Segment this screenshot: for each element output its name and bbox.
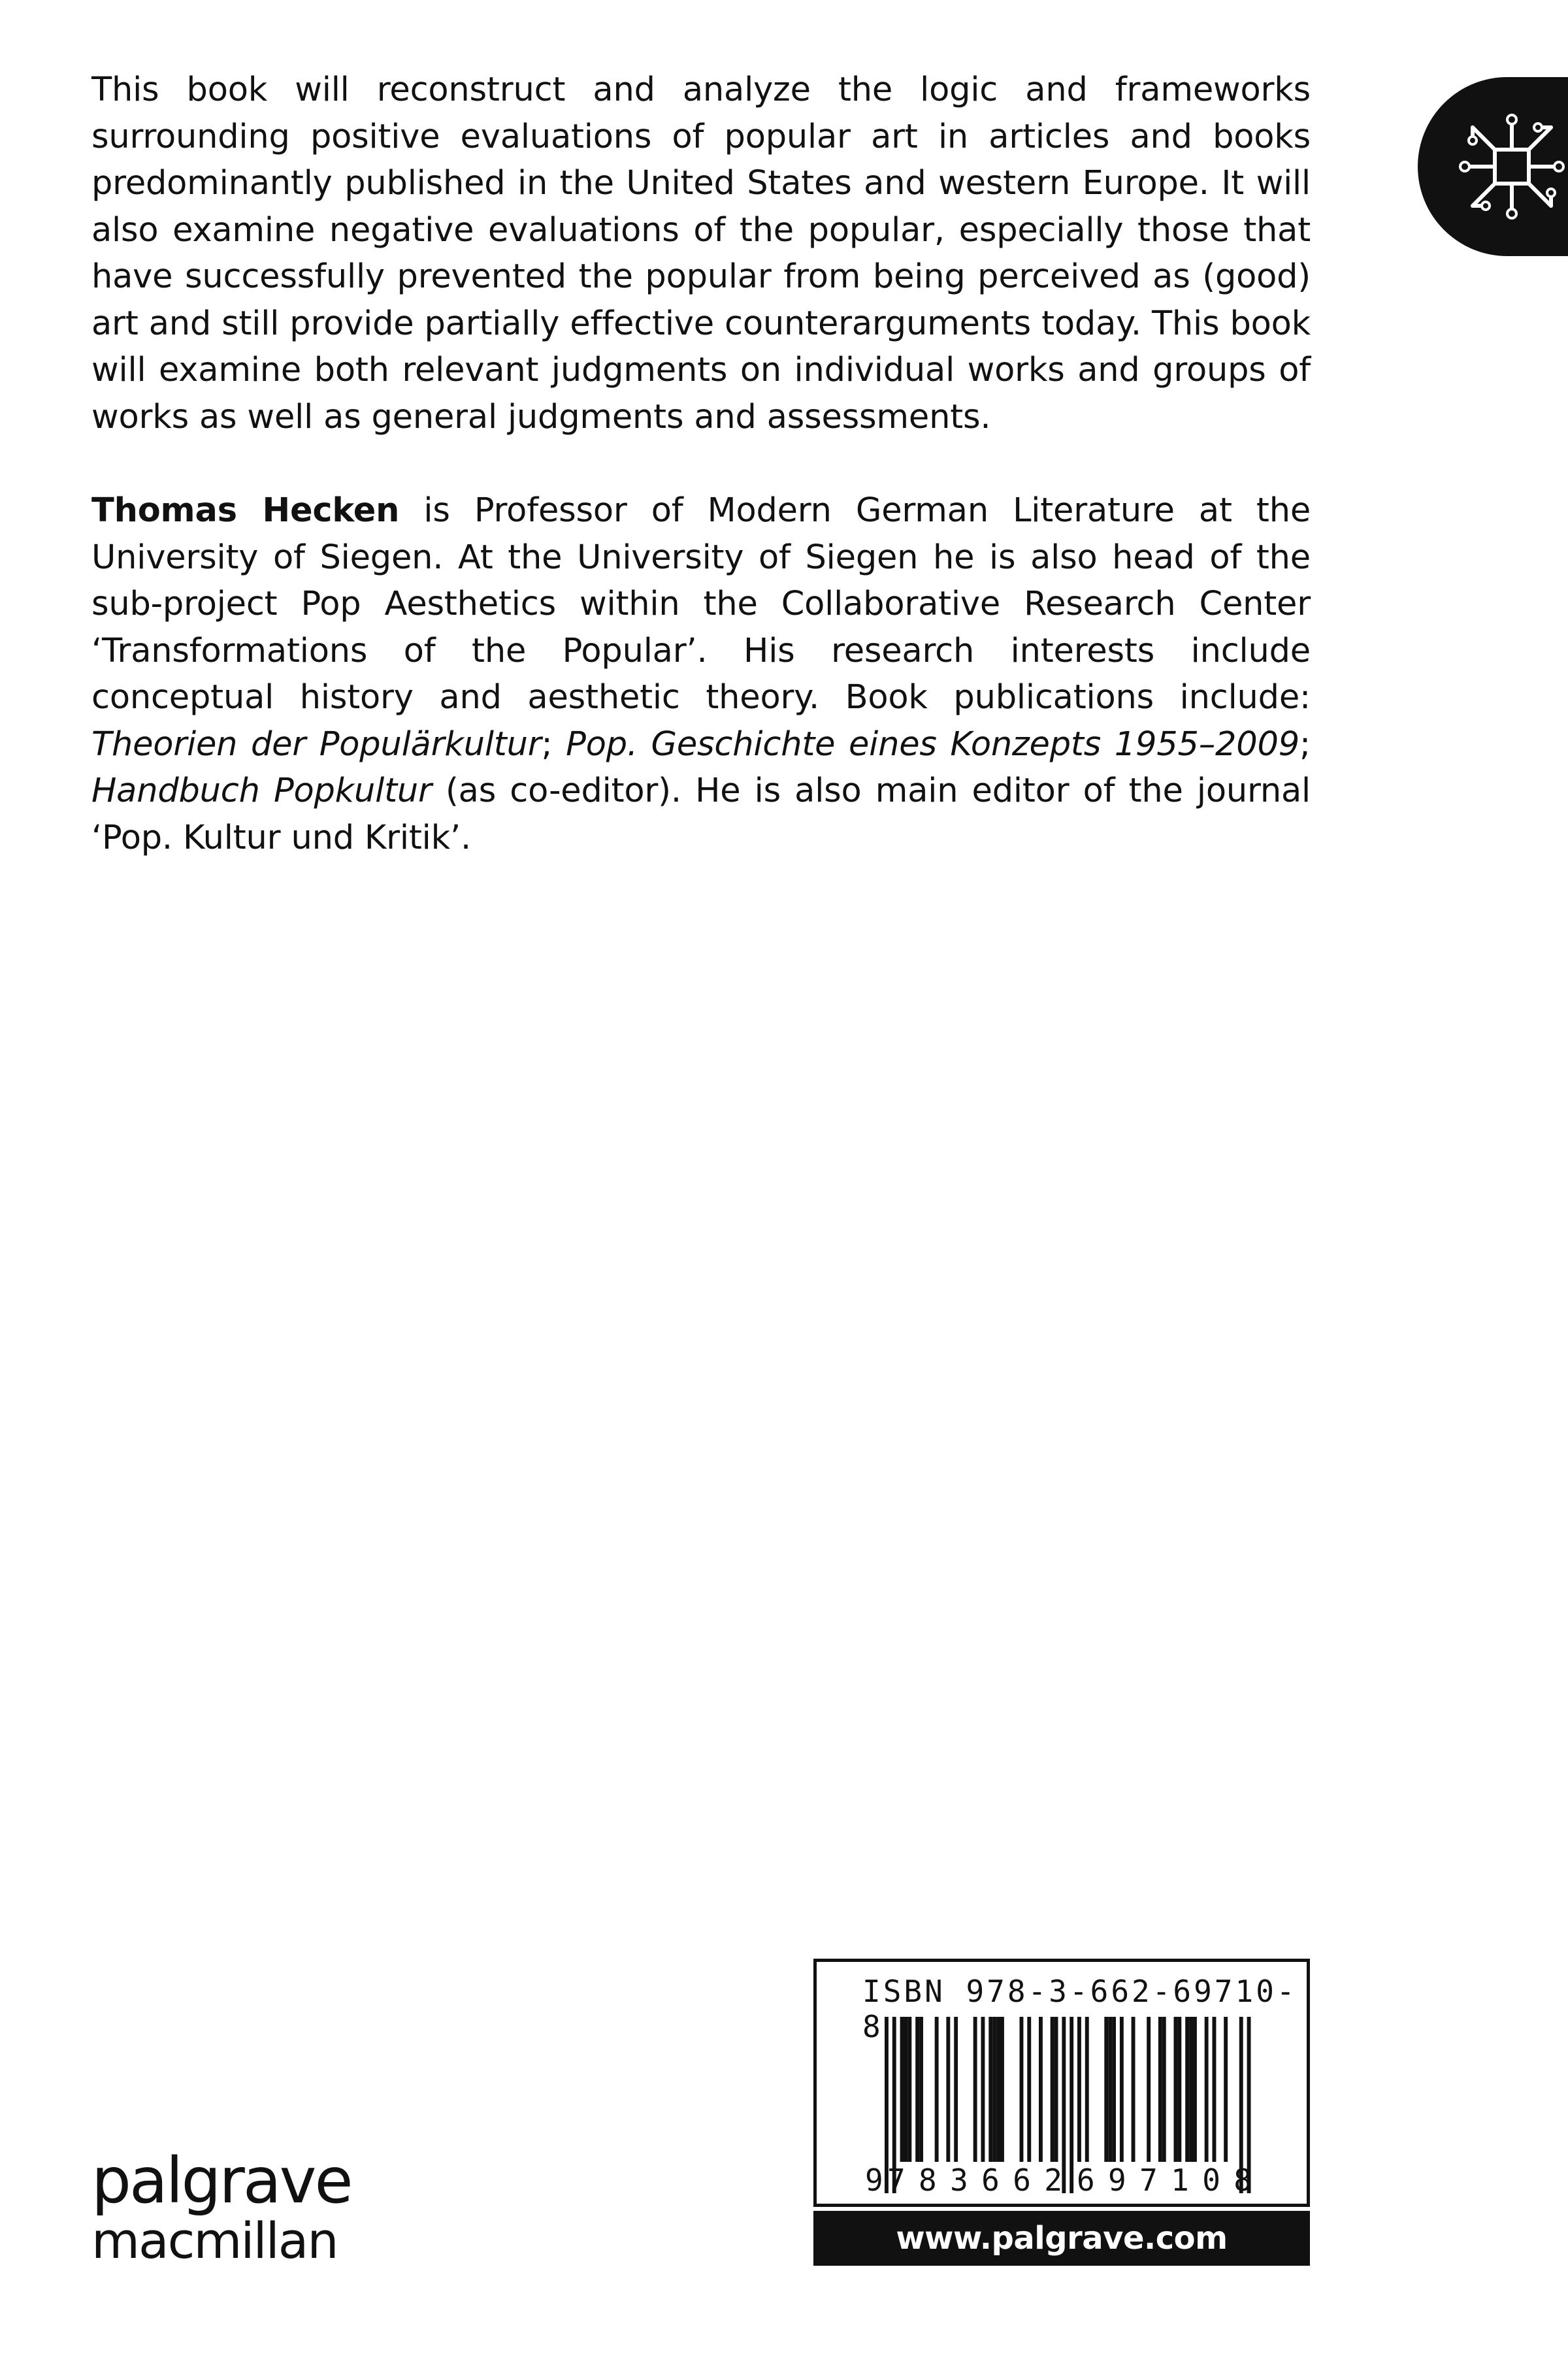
barcode-bar	[1085, 2017, 1089, 2162]
barcode-bar	[1027, 2017, 1031, 2162]
barcode-bar	[1177, 2017, 1181, 2162]
isbn-label: ISBN 978-3-662-69710-8	[862, 1974, 1298, 2044]
author-bio	[91, 487, 1311, 861]
series-logo-badge	[1418, 77, 1568, 256]
barcode-bar	[1020, 2017, 1024, 2162]
barcode-box	[813, 1959, 1310, 2207]
barcode-bar	[1108, 2017, 1112, 2162]
barcode-bar	[907, 2017, 911, 2162]
barcode-bar	[1132, 2017, 1135, 2162]
barcode-bar	[904, 2017, 908, 2162]
barcode-bar	[1120, 2017, 1124, 2162]
book-description: This book will reconstruct and analyze the logic and frameworks surrounding positive evaluations of popular art in articles and books predominantly published in the United States and western Europe. It will also examine negative evaluations of the popular, especially those that have successfully prevented the popular from being perceived as (good) art and still provide partially effective counterarguments today. This book will examine both relevant judgments on individual works and groups of works as well as general judgments and assessments.	[91, 71, 1311, 436]
barcode-first-digit: 9	[865, 2163, 883, 2198]
circuit-node-icon	[1453, 108, 1568, 225]
barcode-bar	[1070, 2017, 1073, 2193]
barcode-bar	[1162, 2017, 1166, 2162]
barcode-bar	[1000, 2017, 1004, 2162]
barcode-bar	[1051, 2017, 1054, 2162]
bio-text-part-1: is Professor of Modern German Literature at the University of Siegen. At the University of Siegen he is also head of the sub-project Pop Aesthetics within the Collaborative Research Center ‘Transformations of the Popular’. His research interests include conceptual history and aesthetic theory. Book publications include:	[91, 491, 1311, 717]
bio-separator-2: ;	[1299, 725, 1311, 764]
barcode-bar	[1112, 2017, 1116, 2162]
barcode-bar	[992, 2017, 996, 2162]
barcode-bar	[1054, 2017, 1058, 2162]
barcode-bars	[885, 2017, 1251, 2193]
barcode-bar	[919, 2017, 923, 2162]
barcode-bar	[1185, 2017, 1189, 2162]
barcode-bar	[1224, 2017, 1228, 2162]
barcode-bar	[981, 2017, 985, 2162]
barcode-bar	[1193, 2017, 1197, 2162]
author-name: Thomas Hecken	[91, 491, 400, 530]
bio-separator-1: ;	[541, 725, 566, 764]
barcode-bar	[996, 2017, 1000, 2162]
barcode-bar	[1174, 2017, 1178, 2162]
barcode-bar	[988, 2017, 992, 2162]
barcode-bar	[946, 2017, 950, 2162]
book-title-1: Theorien der Populärkultur	[91, 725, 542, 764]
barcode-bar	[1147, 2017, 1151, 2162]
barcode-bar	[1039, 2017, 1043, 2162]
publisher-logo	[91, 2144, 351, 2270]
book-title-2: Pop. Geschichte eines Konzepts 1955–2009	[566, 725, 1300, 764]
barcode-left-digits: 783662	[887, 2163, 1062, 2198]
barcode-bar	[1077, 2017, 1081, 2162]
publisher-logo-line-1: palgrave	[91, 2144, 351, 2217]
barcode-bar	[935, 2017, 939, 2162]
barcode-right-digits: 697108	[1077, 2163, 1252, 2198]
barcode-bar	[900, 2017, 904, 2162]
book-title-3: Handbuch Popkultur	[91, 772, 432, 810]
barcode-bar	[1062, 2017, 1066, 2193]
barcode	[817, 1962, 1307, 2204]
barcode-bar	[1213, 2017, 1217, 2162]
bio-text-part-2: (as co-editor). He is also main editor of the journal ‘Pop. Kultur und Kritik’.	[91, 772, 1311, 857]
publisher-url: www.palgrave.com	[813, 2211, 1310, 2266]
barcode-bar	[1189, 2017, 1193, 2162]
barcode-bar	[1205, 2017, 1209, 2162]
barcode-bar	[1158, 2017, 1162, 2162]
barcode-bar	[915, 2017, 919, 2162]
barcode-bar	[973, 2017, 977, 2162]
barcode-bar	[954, 2017, 958, 2162]
barcode-bar	[1104, 2017, 1108, 2162]
publisher-logo-line-2: macmillan	[91, 2212, 338, 2270]
